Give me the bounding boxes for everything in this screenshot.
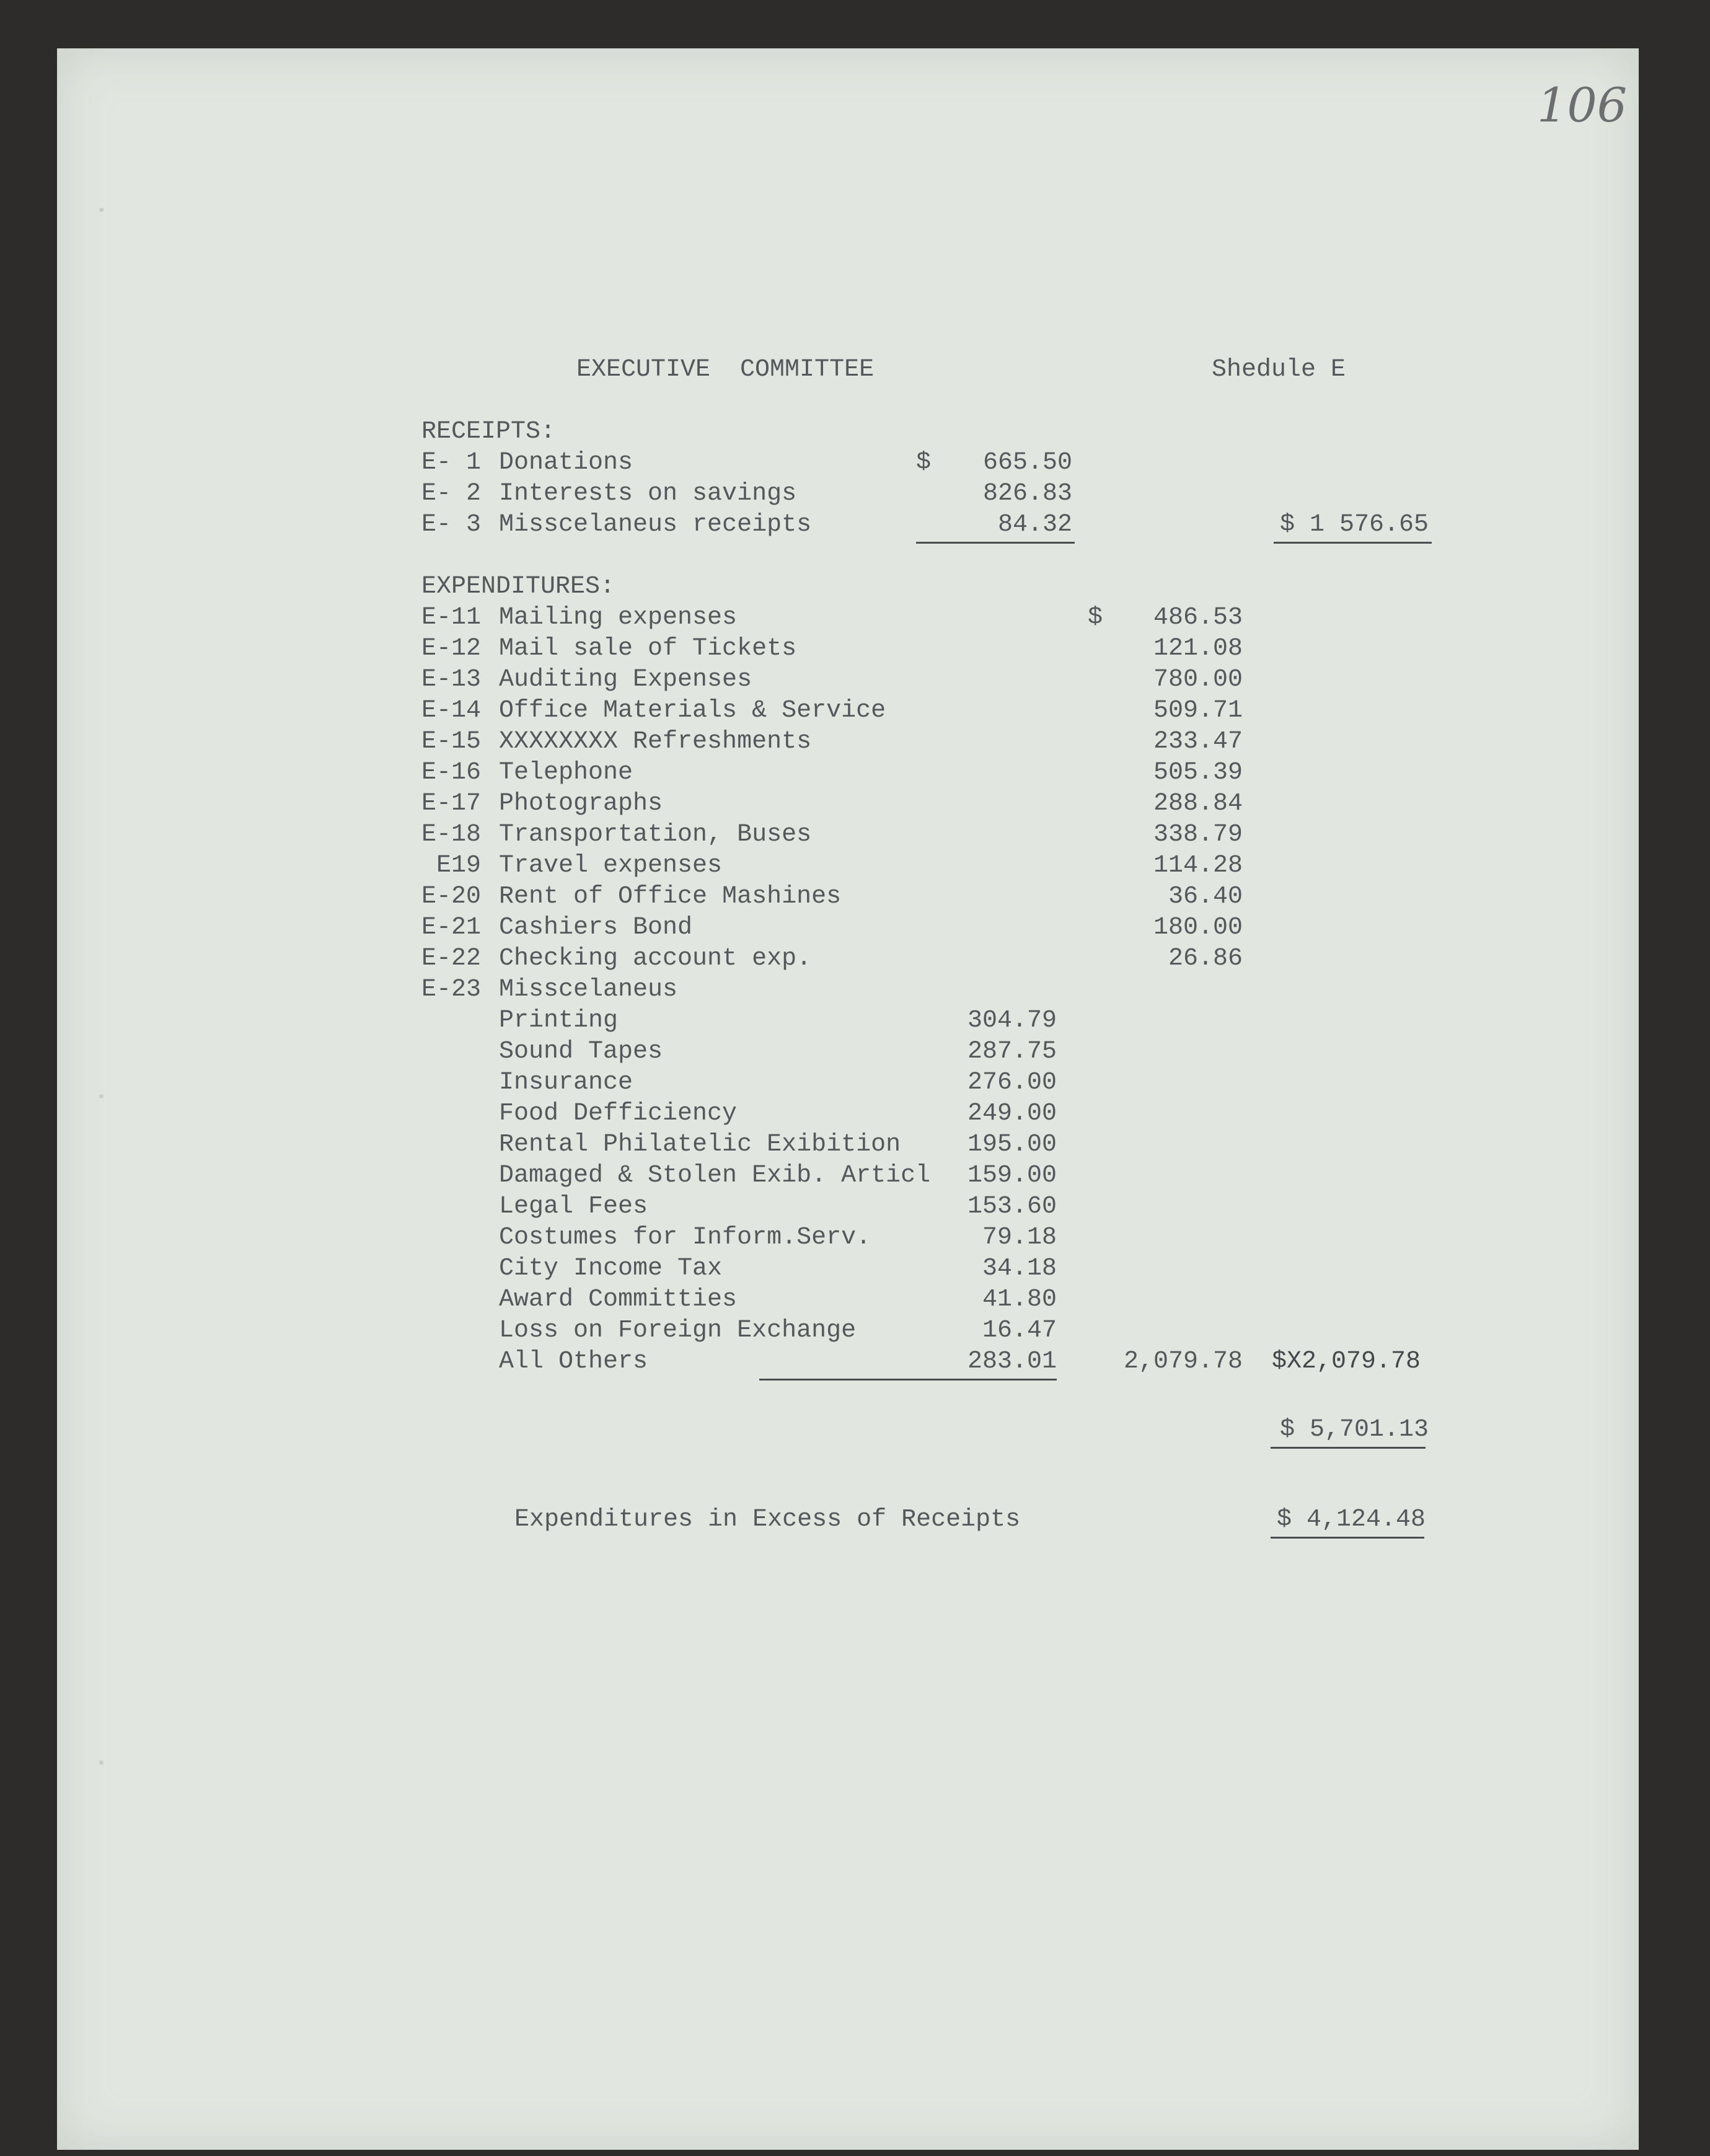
receipt-label: Interests on savings bbox=[499, 480, 797, 508]
expenditure-label: Cashiers Bond bbox=[499, 914, 693, 942]
receipt-amount: 665.50 bbox=[982, 449, 1072, 477]
misc-label: Misscelaneus bbox=[499, 976, 678, 1004]
misc-item-amount: 159.00 bbox=[967, 1162, 1057, 1190]
misc-item-label: Food Defficiency bbox=[499, 1100, 738, 1128]
misc-subtotal: 2,079.78 bbox=[1123, 1348, 1243, 1376]
misc-item-label: Printing bbox=[499, 1007, 619, 1035]
expenditure-label: Mailing expenses bbox=[499, 604, 738, 632]
expenditure-amount: 233.47 bbox=[1153, 728, 1243, 756]
misc-item-label: Sound Tapes bbox=[499, 1038, 663, 1066]
expenditures-total: $ 5,701.13 bbox=[1279, 1416, 1429, 1444]
receipt-code: E- 3 bbox=[421, 511, 482, 539]
expenditures-total-underline bbox=[1271, 1447, 1426, 1449]
expenditure-amount: 509.71 bbox=[1153, 697, 1243, 725]
receipts-total: $ 1 576.65 bbox=[1279, 511, 1429, 539]
misc-underline bbox=[759, 1379, 1057, 1381]
misc-item-label: Insurance bbox=[499, 1069, 633, 1097]
misc-code: E-23 bbox=[421, 976, 482, 1004]
expenditure-amount: 121.08 bbox=[1153, 635, 1243, 663]
receipt-amount: 826.83 bbox=[982, 480, 1072, 508]
expenditure-amount: 505.39 bbox=[1153, 759, 1243, 787]
summary-amount: $ 4,124.48 bbox=[1276, 1506, 1426, 1534]
misc-item-label: Rental Philatelic Exibition bbox=[499, 1131, 901, 1159]
expenditure-code: E-16 bbox=[421, 759, 482, 787]
receipts-heading: RECEIPTS: bbox=[421, 418, 556, 446]
misc-item-label: Award Committies bbox=[499, 1286, 738, 1314]
misc-item-amount: 153.60 bbox=[967, 1193, 1057, 1221]
expenditures-dollar-sign: $ bbox=[1088, 604, 1103, 632]
expenditure-amount: 36.40 bbox=[1168, 883, 1243, 911]
expenditure-code: E-11 bbox=[421, 604, 482, 632]
expenditure-code: E-18 bbox=[421, 821, 482, 849]
receipts-total-underline bbox=[1274, 542, 1432, 544]
expenditure-amount: 338.79 bbox=[1153, 821, 1243, 849]
misc-item-amount: 41.80 bbox=[982, 1286, 1057, 1314]
expenditure-code: E-21 bbox=[421, 914, 482, 942]
expenditure-amount: 288.84 bbox=[1153, 790, 1243, 818]
expenditure-code: E-12 bbox=[421, 635, 482, 663]
expenditure-label: Auditing Expenses bbox=[499, 666, 752, 694]
misc-item-amount: 276.00 bbox=[967, 1069, 1057, 1097]
misc-item-label: All Others bbox=[499, 1348, 648, 1376]
misc-item-amount: 283.01 bbox=[967, 1348, 1057, 1376]
receipt-code: E- 2 bbox=[421, 480, 482, 508]
misc-item-amount: 249.00 bbox=[967, 1100, 1057, 1128]
document-title: EXECUTIVE COMMITTEE bbox=[576, 356, 875, 384]
struck-total: $X2,079.78 bbox=[1272, 1348, 1421, 1376]
misc-item-label: Costumes for Inform.Serv. bbox=[499, 1224, 871, 1252]
misc-item-amount: 16.47 bbox=[982, 1317, 1057, 1345]
expenditure-amount: 114.28 bbox=[1153, 852, 1243, 880]
summary-label: Expenditures in Excess of Receipts bbox=[514, 1506, 1021, 1534]
receipts-underline bbox=[916, 542, 1075, 544]
expenditure-amount: 26.86 bbox=[1168, 945, 1243, 973]
expenditure-amount: 486.53 bbox=[1153, 604, 1243, 632]
receipt-code: E- 1 bbox=[421, 449, 482, 477]
misc-item-amount: 287.75 bbox=[967, 1038, 1057, 1066]
misc-item-amount: 304.79 bbox=[967, 1007, 1057, 1035]
misc-item-label: City Income Tax bbox=[499, 1255, 723, 1283]
expenditure-amount: 180.00 bbox=[1153, 914, 1243, 942]
expenditure-label: Office Materials & Service bbox=[499, 697, 886, 725]
schedule-label: Shedule E bbox=[1212, 356, 1346, 384]
expenditure-code: E-15 bbox=[421, 728, 482, 756]
expenditure-amount: 780.00 bbox=[1153, 666, 1243, 694]
expenditures-heading: EXPENDITURES: bbox=[421, 573, 615, 601]
expenditure-code: E-14 bbox=[421, 697, 482, 725]
expenditure-code: E-13 bbox=[421, 666, 482, 694]
expenditure-label: Travel expenses bbox=[499, 852, 723, 880]
expenditure-label: Telephone bbox=[499, 759, 633, 787]
misc-item-label: Damaged & Stolen Exib. Articl bbox=[499, 1162, 931, 1190]
misc-item-amount: 79.18 bbox=[982, 1224, 1057, 1252]
expenditure-code: E-20 bbox=[421, 883, 482, 911]
expenditure-label: Photographs bbox=[499, 790, 663, 818]
expenditure-label: XXXXXXXX Refreshments bbox=[499, 728, 812, 756]
misc-item-amount: 195.00 bbox=[967, 1131, 1057, 1159]
misc-item-amount: 34.18 bbox=[982, 1255, 1057, 1283]
page-number: 106 bbox=[1537, 77, 1628, 133]
expenditure-label: Checking account exp. bbox=[499, 945, 812, 973]
expenditure-label: Rent of Office Mashines bbox=[499, 883, 842, 911]
summary-underline bbox=[1271, 1537, 1424, 1539]
expenditure-code: E-17 bbox=[421, 790, 482, 818]
expenditure-code: E-22 bbox=[421, 945, 482, 973]
receipt-label: Misscelaneus receipts bbox=[499, 511, 812, 539]
receipts-dollar-sign: $ bbox=[916, 449, 932, 477]
receipt-label: Donations bbox=[499, 449, 633, 477]
receipt-amount: 84.32 bbox=[997, 511, 1072, 539]
misc-item-label: Loss on Foreign Exchange bbox=[499, 1317, 857, 1345]
misc-item-label: Legal Fees bbox=[499, 1193, 648, 1221]
expenditure-code: E19 bbox=[421, 852, 482, 880]
expenditure-label: Mail sale of Tickets bbox=[499, 635, 797, 663]
expenditure-label: Transportation, Buses bbox=[499, 821, 812, 849]
